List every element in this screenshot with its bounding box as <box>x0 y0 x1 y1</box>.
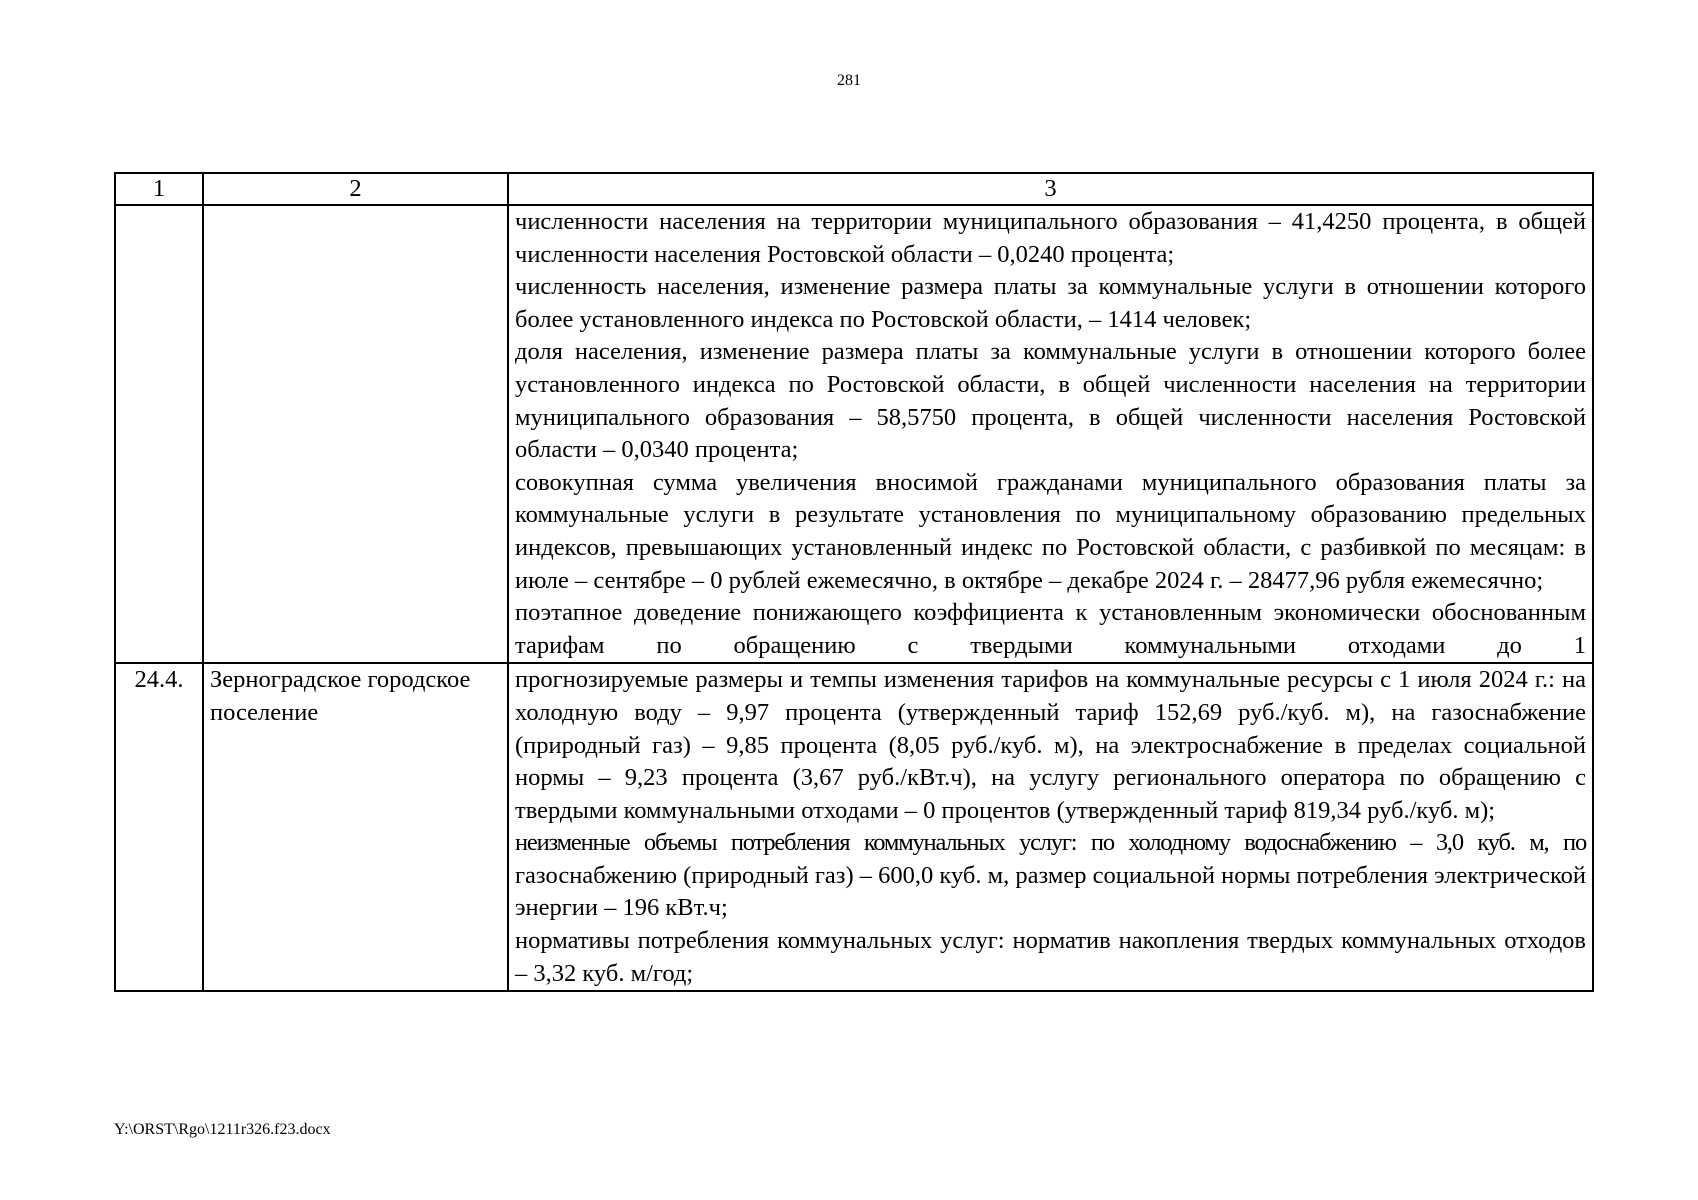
row-name-cell: Зерноградское городское поселение <box>203 663 508 991</box>
content-paragraph: поэтапное доведение понижающего коэффициента к установленным экономически обоснованным тарифам по обращению с твердыми коммунальными отходами до 1 <box>515 599 1586 659</box>
content-paragraph-continuation: газоснабжению (природный газ) – 600,0 куб. м, размер социальной нормы потребления электрической энергии – 196 кВт.ч; <box>515 861 1586 922</box>
content-paragraph: доля населения, изменение размера платы за коммунальные услуги в отношении которого более установленного индекса по Ростовской области, в общей численности населения на территории муниципального образования – 58,5750 процента, в общей численности населения Ростовской области – 0,0340 процента; <box>515 338 1586 464</box>
document-table <box>114 172 1594 992</box>
table-header-row <box>115 173 1593 205</box>
content-paragraph: численность населения, изменение размера платы за коммунальные услуги в отношении которого более установленного индекса по Ростовской области, – 1414 человек; <box>515 273 1586 333</box>
column-header-1: 1 <box>115 173 203 205</box>
content-paragraph: совокупная сумма увеличения вносимой гражданами муниципального образования платы за коммунальные услуги в результате установления по муниципальному образованию предельных индексов, превышающих установленный индекс по Ростовской области, с разбивкой по месяцам: в июле – сентябре – 0 рублей ежемесячно, в октябре – декабре 2024 г. – 28477,96 рубля ежемесячно; <box>515 468 1586 594</box>
content-paragraph: численности населения на территории муниципального образования – 41,4250 процента, в общей численности населения Ростовской области – 0,0240 процента; <box>515 208 1586 268</box>
page-number: 281 <box>837 72 861 89</box>
content-paragraph-condensed: неизменные объемы потребления коммунальных услуг: по холодному водоснабжению – 3,0 куб. м, по <box>515 829 1586 857</box>
table-row-continuation <box>115 205 1593 663</box>
column-header-3: 3 <box>508 173 1593 205</box>
content-paragraph: прогнозируемые размеры и темпы изменения тарифов на коммунальные ресурсы с 1 июля 2024 г.: на холодную воду – 9,97 процента (утвержденный тариф 152,69 руб./куб. м), на газоснабжение (природный газ) – 9,85 процента (8,05 руб./куб. м), на электроснабжение в пределах социальной нормы – 9,23 процента (3,67 руб./кВт.ч), на услугу регионального оператора по обращению с твердыми коммунальными отходами – 0 процентов (утвержденный тариф 819,34 руб./куб. м); <box>515 666 1586 824</box>
row-name-cell <box>203 205 508 663</box>
row-number-cell: 24.4. <box>115 663 203 991</box>
row-number-cell <box>115 205 203 663</box>
row-content-cell <box>508 205 1593 663</box>
column-header-2: 2 <box>203 173 508 205</box>
content-paragraph: нормативы потребления коммунальных услуг: норматив накопления твердых коммунальных отходов – 3,32 куб. м/год; <box>515 927 1586 987</box>
table-row-24-4 <box>115 663 1593 991</box>
row-content-cell <box>508 663 1593 991</box>
footer-file-path: Y:\ORST\Rgo\1211r326.f23.docx <box>114 1121 331 1138</box>
